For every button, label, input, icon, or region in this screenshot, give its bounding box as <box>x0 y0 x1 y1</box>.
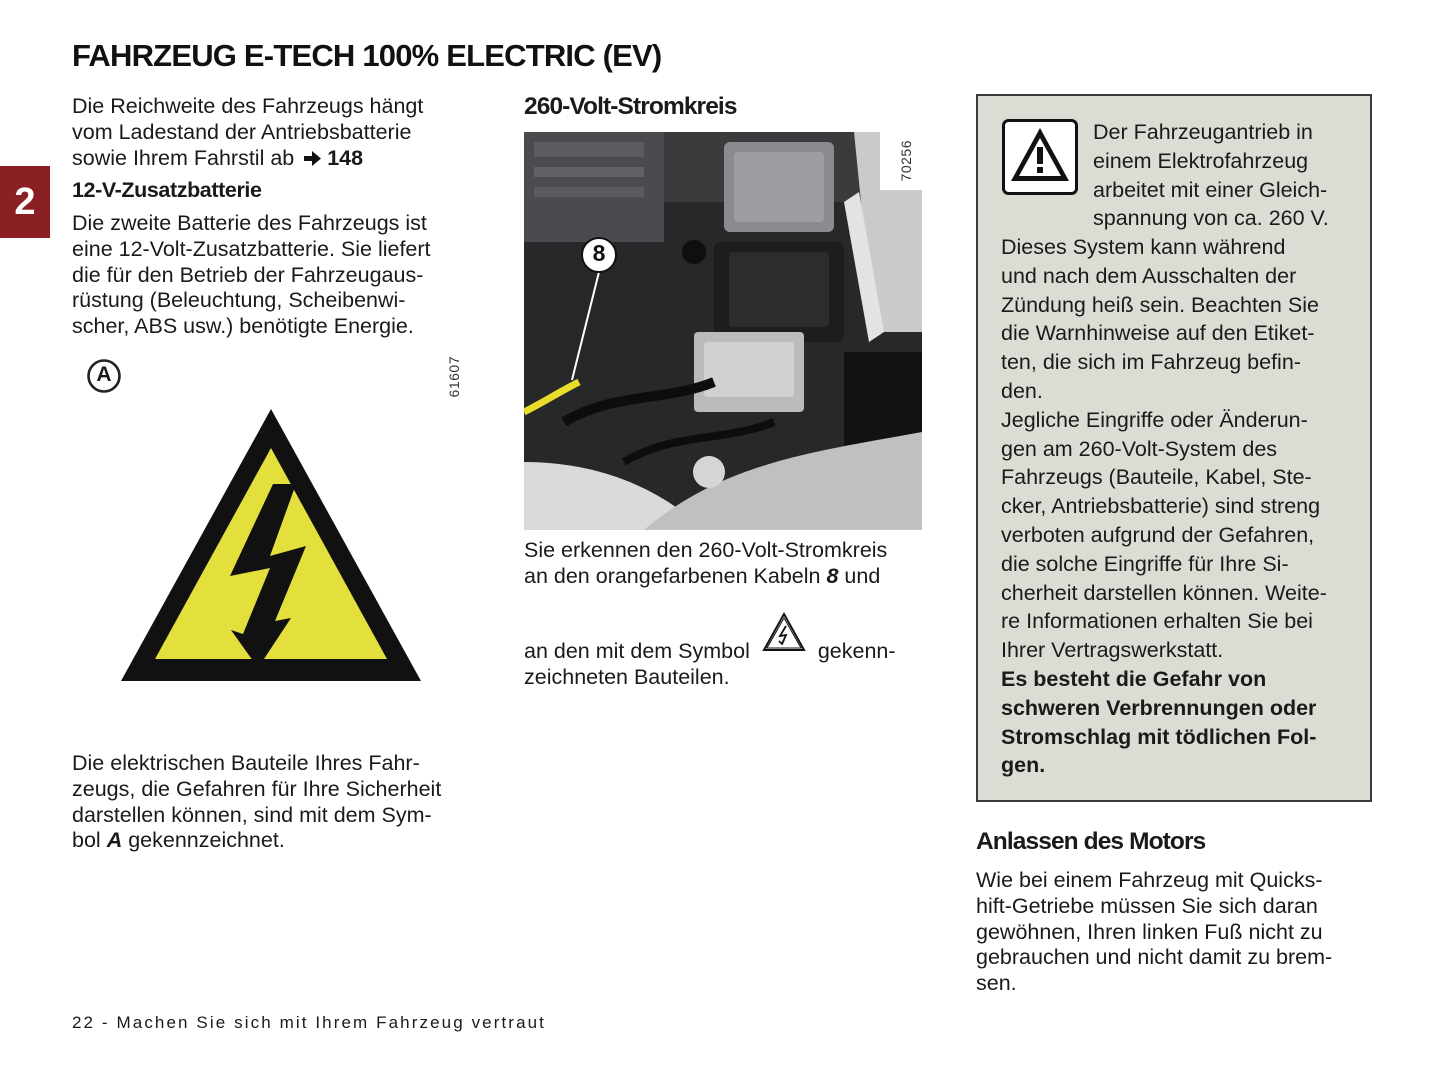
caption-line-2-ref: 8 <box>826 563 839 588</box>
warning-bold-line: Stromschlag mit tödlichen Fol- <box>1001 724 1317 749</box>
range-intro <box>72 94 423 171</box>
caption-line-2 <box>524 564 887 590</box>
warning-intro-line: spannung von ca. 260 V. <box>1093 206 1329 231</box>
figure-code: 61607 <box>446 356 462 398</box>
warning-body-line: Fahrzeugs (Bauteile, Kabel, Ste- <box>1001 465 1312 490</box>
symbol-description <box>72 751 441 854</box>
warning-body-line: Jegliche Eingriffe oder Änderun- <box>1001 407 1308 432</box>
aux-battery-line: eine 12-Volt-Zusatzbatterie. Sie liefert <box>72 236 431 261</box>
symbol-line: Die elektrischen Bauteile Ihres Fahr- <box>72 751 420 775</box>
start-section-line: gebrauchen und nicht damit zu brem- <box>976 945 1333 970</box>
engine-bay-photo <box>524 132 922 530</box>
start-section-line: Wie bei einem Fahrzeug mit Quicks- <box>976 868 1323 892</box>
symbol-line-prefix: bol <box>72 828 101 853</box>
warning-intro-line: einem Elektrofahrzeug <box>1093 148 1309 173</box>
engine-bay-illustration <box>524 132 922 530</box>
callout-number: 8 <box>592 240 606 266</box>
chapter-tab: 2 <box>0 166 50 238</box>
aux-battery-line: Die zweite Batterie des Fahrzeugs ist <box>72 211 427 235</box>
warning-box <box>976 94 1372 802</box>
circuit-heading: 260-Volt-Stromkreis <box>524 93 737 120</box>
exclamation-warning-icon <box>1002 119 1078 195</box>
intro-line-3-text: sowie Ihrem Fahrstil ab <box>72 145 295 170</box>
warning-body-line: Zündung heiß sein. Beachten Sie <box>1001 292 1319 317</box>
arrow-right-icon <box>304 151 321 166</box>
aux-battery-line: die für den Betrieb der Fahrzeugaus- <box>72 262 424 287</box>
warning-body-line: die solche Eingriffe für Ihre Si- <box>1001 551 1289 576</box>
intro-line-3 <box>72 146 423 172</box>
caption-line-4: zeichneten Bauteilen. <box>524 664 730 689</box>
aux-battery-text <box>72 211 431 340</box>
warning-body-line: gen am 260-Volt-System des <box>1001 436 1278 461</box>
warning-body-line: die Warnhinweise auf den Etiket- <box>1001 321 1315 346</box>
page-reference[interactable]: 148 <box>327 145 364 170</box>
aux-battery-heading: 12-V-Zusatzbatterie <box>72 178 262 202</box>
warning-bold-line: schweren Verbrennungen oder <box>1001 695 1317 720</box>
symbol-line: darstellen können, sind mit dem Sym- <box>72 802 432 827</box>
warning-body-line: ten, die sich im Fahrzeug befin- <box>1001 350 1301 375</box>
warning-body-line: den. <box>1001 378 1043 403</box>
warning-body-line: verboten aufgrund der Gefahren, <box>1001 522 1315 547</box>
warning-body-line: re Informationen erhalten Sie bei <box>1001 609 1313 634</box>
warning-body-line: und nach dem Ausschalten der <box>1001 263 1297 288</box>
figure-label: A <box>96 363 112 386</box>
start-section-line: hift-Getriebe müssen Sie sich daran <box>976 893 1318 918</box>
warning-body-line: cherheit darstellen können. Weite- <box>1001 580 1327 605</box>
warning-body <box>1001 233 1327 780</box>
high-voltage-warning-icon <box>118 406 424 684</box>
start-section-text <box>976 868 1332 997</box>
start-section-heading: Anlassen des Motors <box>976 828 1206 855</box>
circuit-caption-continued <box>524 612 896 691</box>
symbol-line: zeugs, die Gefahren für Ihre Sicherheit <box>72 776 442 801</box>
intro-line-1: Die Reichweite des Fahrzeugs hängt <box>72 94 424 118</box>
start-section-line: sen. <box>976 971 1017 996</box>
warning-bold-line: gen. <box>1001 753 1046 778</box>
photo-figure-code: 70256 <box>898 140 914 182</box>
caption-line-1: Sie erkennen den 260-Volt-Stromkreis <box>524 538 888 562</box>
aux-battery-line: scher, ABS usw.) benötigte Energie. <box>72 314 414 339</box>
high-voltage-symbol-icon <box>762 612 806 652</box>
warning-intro-line: arbeitet mit einer Gleich- <box>1093 177 1328 202</box>
symbol-line-last <box>72 828 441 854</box>
caption-line-3-prefix: an den mit dem Symbol <box>524 639 750 663</box>
warning-body-line: Ihrer Vertragswerkstatt. <box>1001 638 1224 663</box>
warning-body-line: Dieses System kann während <box>1001 235 1286 259</box>
caption-line-3-suffix: gekenn- <box>817 639 896 663</box>
aux-battery-line: rüstung (Beleuchtung, Scheibenwi- <box>72 288 406 313</box>
warning-intro-line: Der Fahrzeugantrieb in <box>1093 120 1313 144</box>
symbol-ref: A <box>106 828 123 853</box>
caption-line-2-suffix: und <box>844 563 881 588</box>
circuit-caption <box>524 538 887 590</box>
caption-line-2-prefix: an den orangefarbenen Kabeln <box>524 563 821 588</box>
warning-bold-line: Es besteht die Gefahr von <box>1001 666 1267 691</box>
caption-line-3 <box>524 612 896 665</box>
figure-label-badge <box>86 358 122 394</box>
symbol-line-suffix: gekennzeichnet. <box>128 828 285 853</box>
page-title: FAHRZEUG E-TECH 100% ELECTRIC (EV) <box>72 38 662 73</box>
start-section-line: gewöhnen, Ihren linken Fuß nicht zu <box>976 919 1323 944</box>
warning-body-line: cker, Antriebsbatterie) sind streng <box>1001 494 1321 519</box>
warning-intro <box>1093 118 1329 233</box>
page-footer: 22 - Machen Sie sich mit Ihrem Fahrzeug vertraut <box>72 1013 547 1032</box>
intro-line-2: vom Ladestand der Antriebsbatterie <box>72 119 412 144</box>
